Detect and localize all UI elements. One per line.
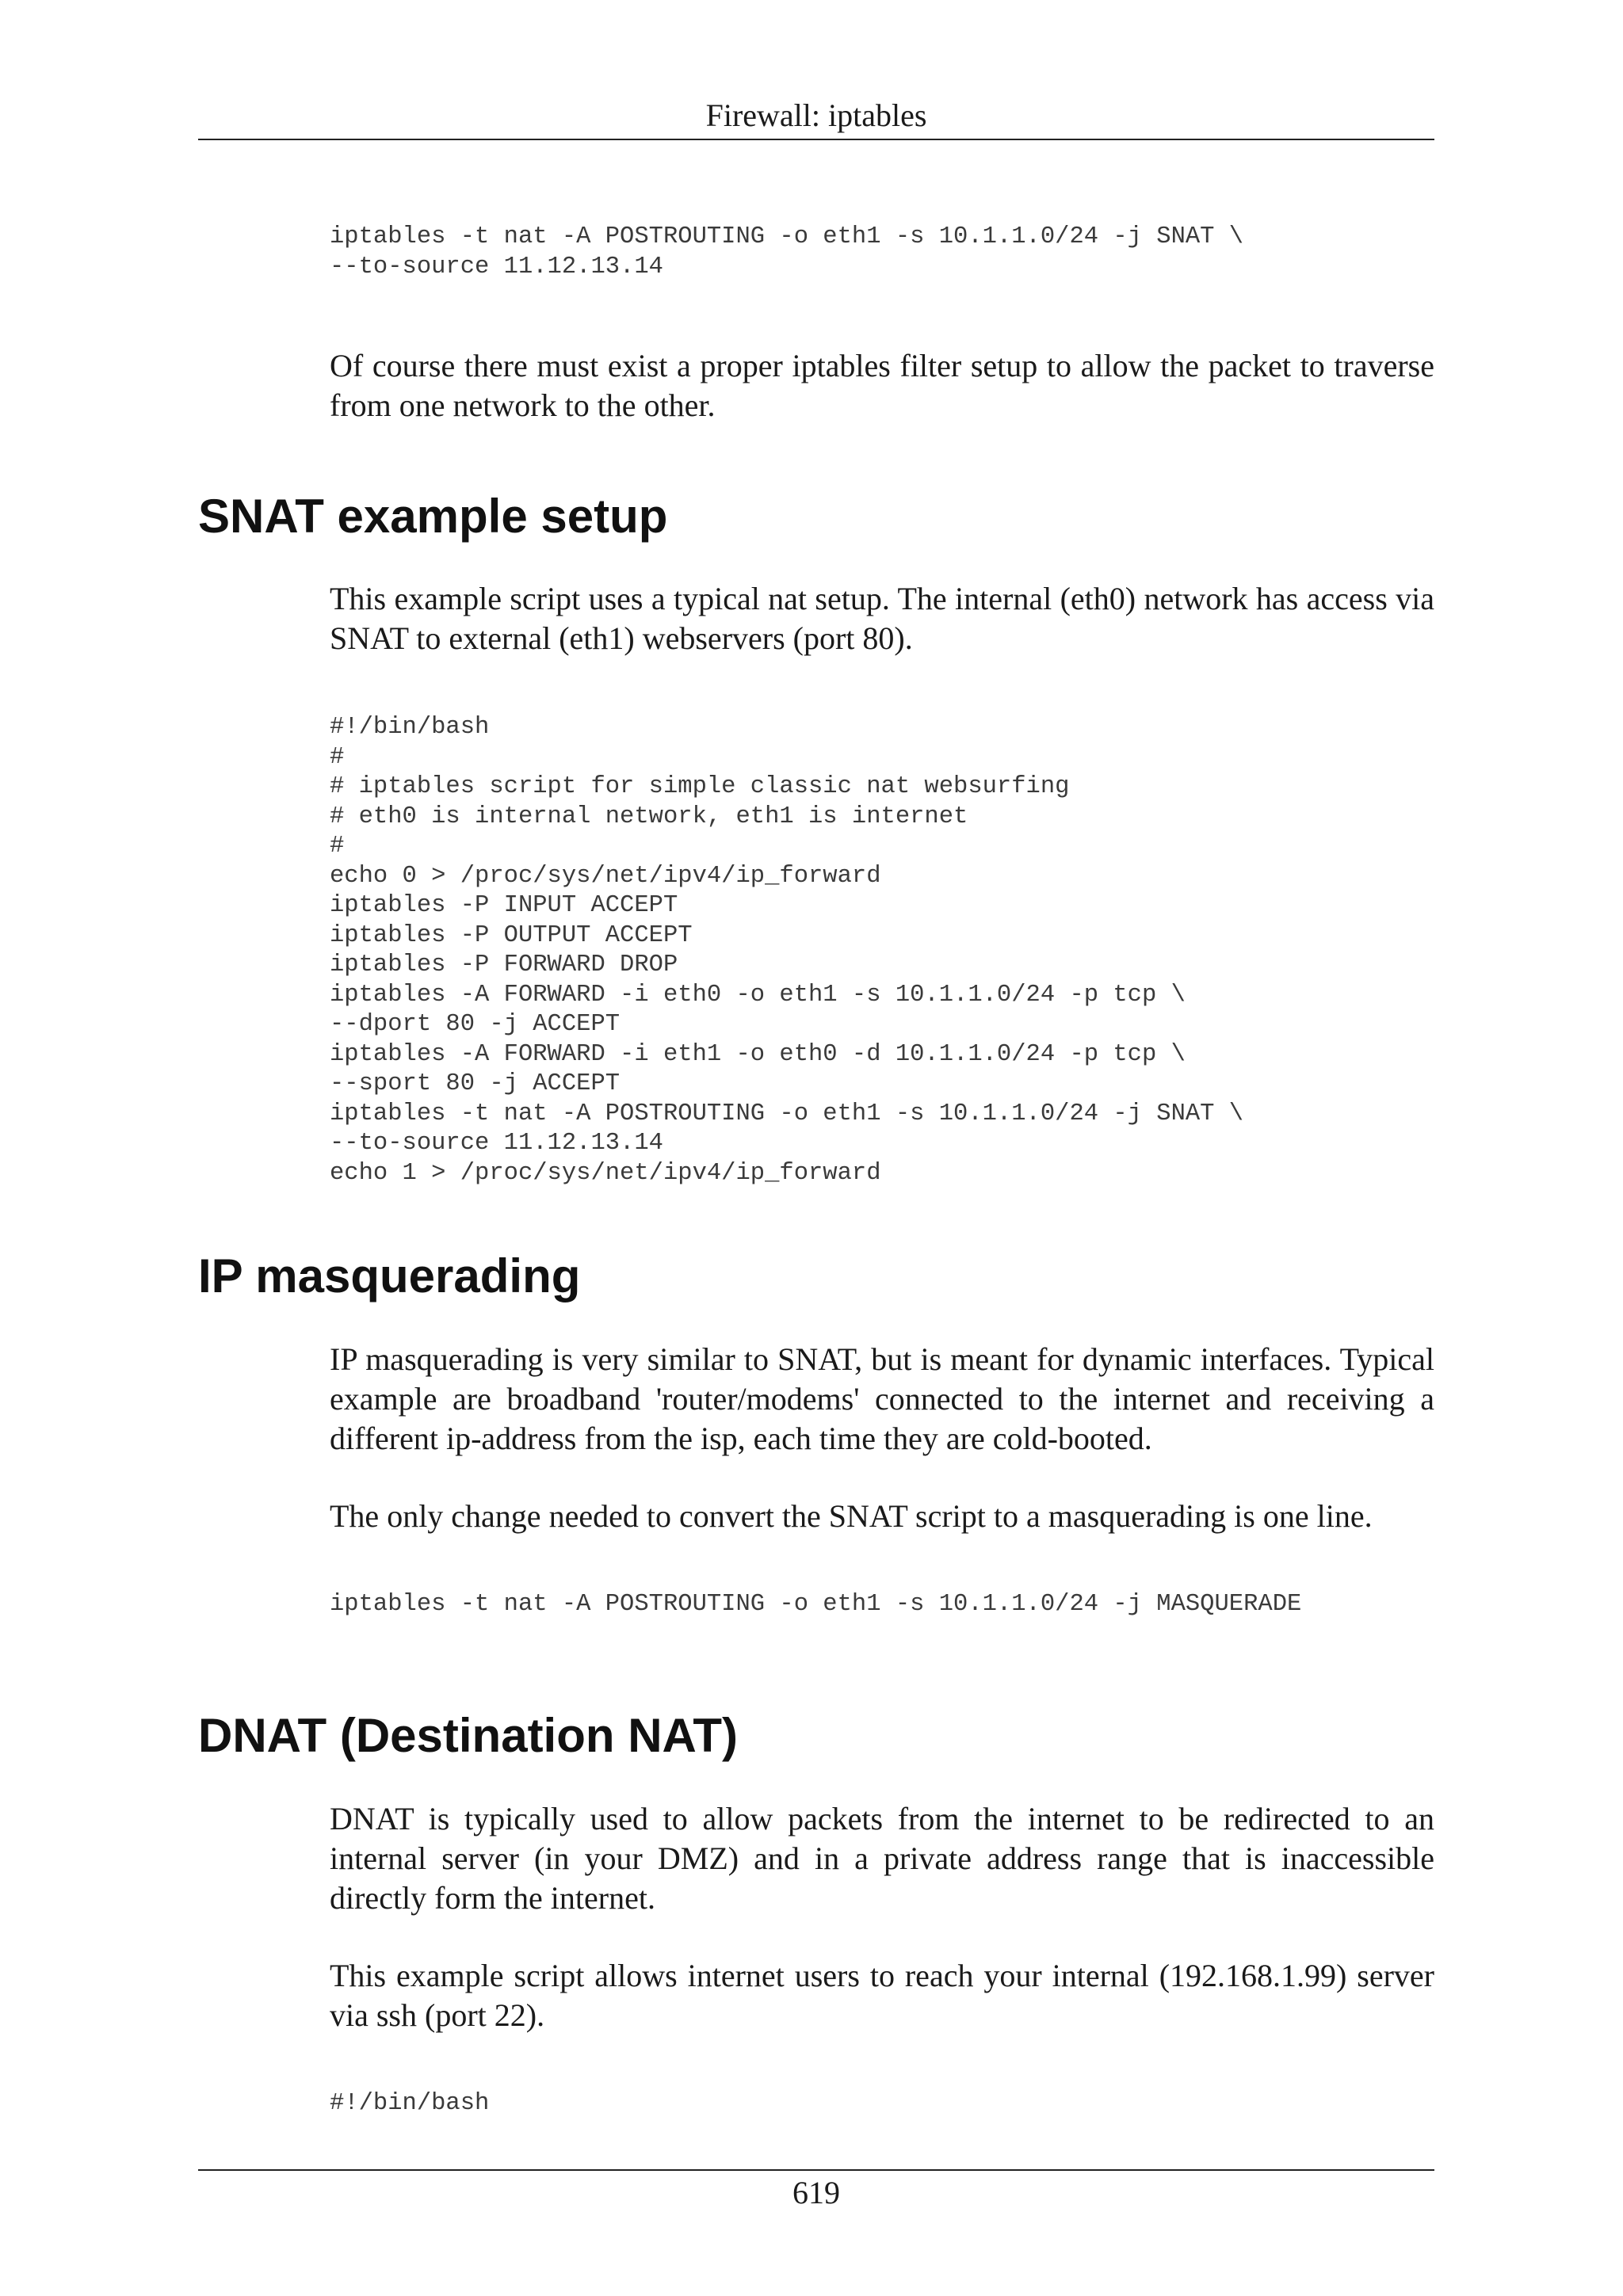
heading-snat-example-setup: SNAT example setup	[198, 490, 668, 543]
header-rule	[198, 139, 1434, 140]
code-block-snat-script: #!/bin/bash # # iptables script for simple classic nat websurfing # eth0 is internal network, eth1 is internet # echo 0 > /proc/sys/net/ipv4/ip_forward iptables -P INPUT ACCEPT iptables -P OUTPUT ACCEPT iptables -P FORWARD DROP iptables -A FORWARD -i eth0 -o eth1 -s 10.1.1.0/24 -p tcp \ --dport 80 -j ACCEPT iptables -A FORWARD -i eth1 -o eth0 -d 10.1.1.0/24 -p tcp \ --sport 80 -j ACCEPT iptables -t nat -A POSTROUTING -o eth1 -s 10.1.1.0/24 -j SNAT \ --to-source 11.12.13.14 echo 1 > /proc/sys/net/ipv4/ip_forward	[330, 714, 1244, 1187]
page-header-title: Firewall: iptables	[705, 97, 927, 133]
paragraph-filter-note: Of course there must exist a proper iptables filter setup to allow the packet to traverse from one network to the other.	[330, 348, 1434, 423]
code-block-dnat-shebang: #!/bin/bash	[330, 2090, 490, 2117]
paragraph-dnat-intro: DNAT is typically used to allow packets from the internet to be redirected to an internal server (in your DMZ) and in a private address range that is inaccessible directly form the internet.	[330, 1801, 1434, 1916]
paragraph-dnat-example: This example script allows internet users to reach your internal (192.168.1.99) server via ssh (port 22).	[330, 1958, 1434, 2033]
paragraph-masquerading-intro: IP masquerading is very similar to SNAT, but is meant for dynamic interfaces. Typical example are broadband 'router/modems' connected to the internet and receiving a different ip-address from the isp, each time they are cold-booted.	[330, 1341, 1434, 1456]
paragraph-masquerading-change: The only change needed to convert the SNAT script to a masquerading is one line.	[330, 1498, 1373, 1534]
code-block-snat-rule: iptables -t nat -A POSTROUTING -o eth1 -s 10.1.1.0/24 -j SNAT \ --to-source 11.12.13.14	[330, 223, 1244, 280]
heading-dnat: DNAT (Destination NAT)	[198, 1709, 739, 1762]
heading-ip-masquerading: IP masquerading	[198, 1249, 581, 1302]
paragraph-snat-intro: This example script uses a typical nat setup. The internal (eth0) network has access via SNAT to external (eth1) webservers (port 80).	[330, 581, 1434, 656]
page-number: 619	[792, 2175, 840, 2210]
code-block-masquerade-rule: iptables -t nat -A POSTROUTING -o eth1 -s 10.1.1.0/24 -j MASQUERADE	[330, 1591, 1302, 1618]
